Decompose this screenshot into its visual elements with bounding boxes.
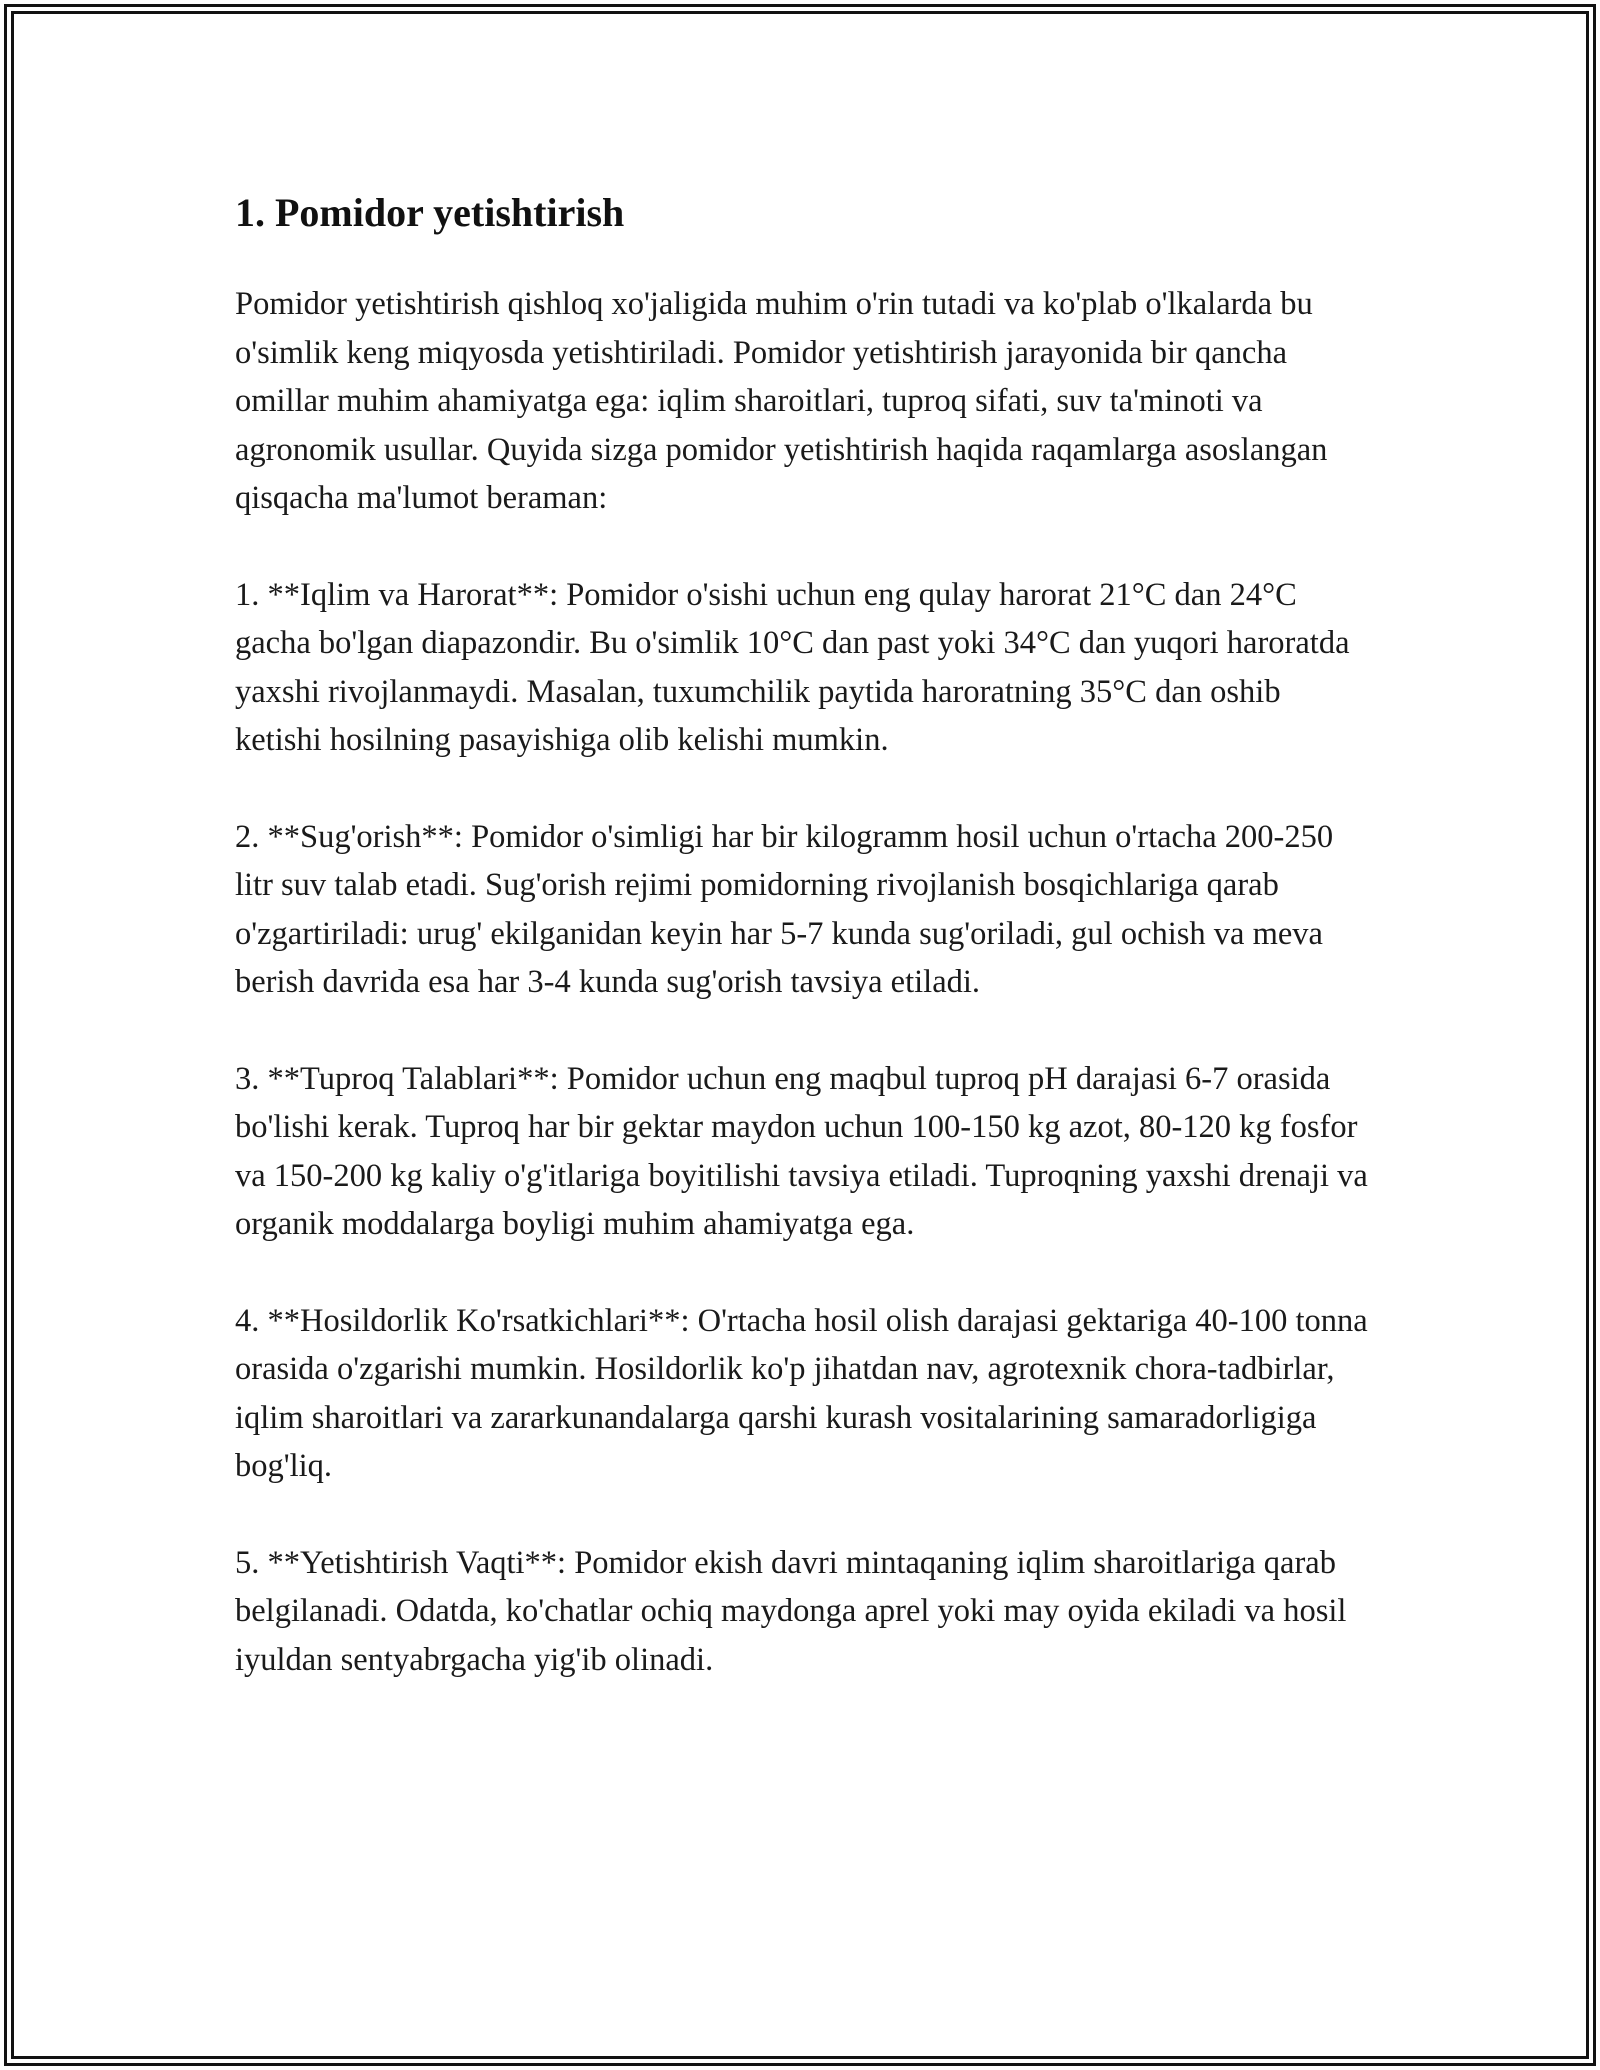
intro-paragraph: Pomidor yetishtirish qishloq xo'jaligida muhim o'rin tutadi va ko'plab o'lkalarda bu o'simlik keng miqyosda yetishtiriladi. Pomidor yetishtirish jarayonida bir qancha omillar muhim ahamiyatga ega: iqlim sharoitlari, tuproq sifati, suv ta'minoti va agronomik usullar. Quyida sizga pomidor yetishtirish haqida raqamlarga asoslangan qisqacha ma'lumot beraman: [235,286,1328,516]
item-growing-time: 5. **Yetishtirish Vaqti**: Pomidor ekish davri mintaqaning iqlim sharoitlariga qarab belgilanadi. Odatda, ko'chatlar ochiq maydonga aprel yoki may oyida ekiladi va hosil iyuldan sentyabrgacha yig'ib olinadi. [235,1544,1347,1678]
document-title: 1. Pomidor yetishtirish [235,190,625,235]
item-yield-indicators: 4. **Hosildorlik Ko'rsatkichlari**: O'rtacha hosil olish darajasi gektariga 40-100 tonna orasida o'zgarishi mumkin. Hosildorlik ko'p jihatdan nav, agrotexnik chora-tadbirlar, iqlim sharoitlari va zararkunandalarga qarshi kurash vositalarining samaradorligiga bog'liq. [235,1302,1368,1484]
item-climate-temperature: 1. **Iqlim va Harorat**: Pomidor o'sishi uchun eng qulay harorat 21°C dan 24°C gacha bo'lgan diapazondir. Bu o'simlik 10°C dan past yoki 34°C dan yuqori haroratda yaxshi rivojlanmaydi. Masalan, tuxumchilik paytida haroratning 35°C dan oshib ketishi hosilning pasayishiga olib kelishi mumkin. [235,576,1350,758]
document-body [235,180,1375,1732]
item-soil-requirements: 3. **Tuproq Talablari**: Pomidor uchun eng maqbul tuproq pH darajasi 6-7 orasida bo'lishi kerak. Tuproq har bir gektar maydon uchun 100-150 kg azot, 80-120 kg fosfor va 150-200 kg kaliy o'g'itlariga boyitilishi tavsiya etiladi. Tuproqning yaxshi drenaji va organik moddalarga boyligi muhim ahamiyatga ega. [235,1060,1368,1242]
item-irrigation: 2. **Sug'orish**: Pomidor o'simligi har bir kilogramm hosil uchun o'rtacha 200-250 litr suv talab etadi. Sug'orish rejimi pomidorning rivojlanish bosqichlariga qarab o'zgartiriladi: urug' ekilganidan keyin har 5-7 kunda sug'oriladi, gul ochish va meva berish davrida esa har 3-4 kunda sug'orish tavsiya etiladi. [235,818,1334,1000]
